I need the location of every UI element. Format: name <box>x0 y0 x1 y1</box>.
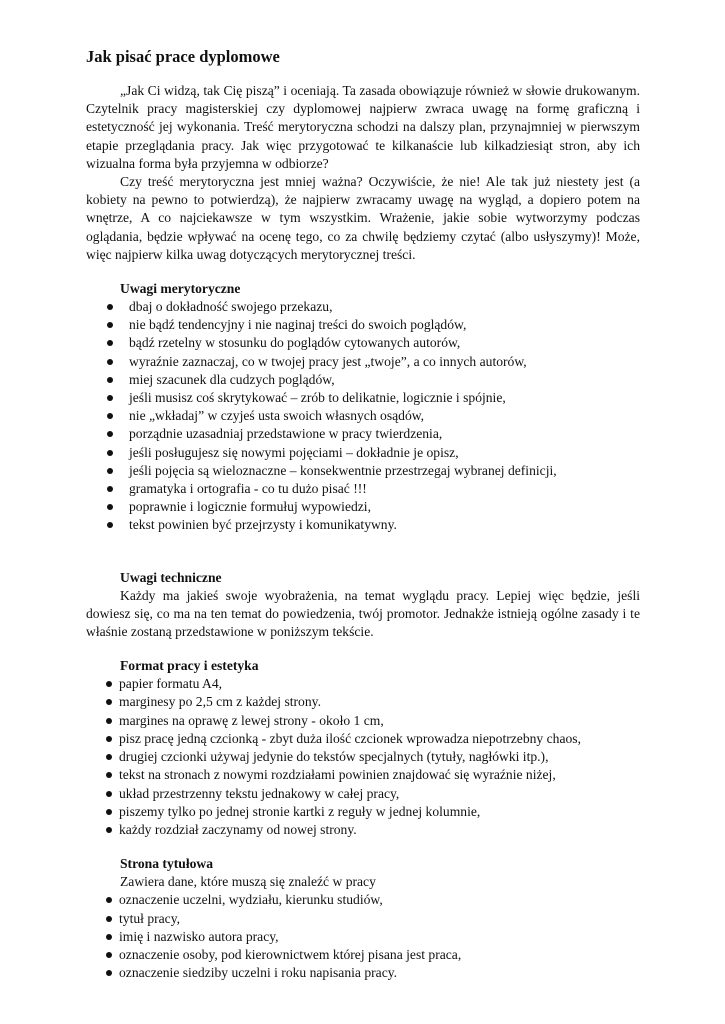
list-item: porządnie uzasadniaj przedstawione w pracy twierdzenia, <box>86 425 640 443</box>
list-item: dbaj o dokładność swojego przekazu, <box>86 298 640 316</box>
list-item: miej szacunek dla cudzych poglądów, <box>86 371 640 389</box>
list-item: oznaczenie uczelni, wydziału, kierunku studiów, <box>86 891 640 909</box>
list-item: poprawnie i logicznie formułuj wypowiedzi, <box>86 498 640 516</box>
list-tytulowa <box>86 891 640 982</box>
section-format <box>86 657 640 839</box>
list-item: jeśli posługujesz się nowymi pojęciami – dokładnie je opisz, <box>86 444 640 462</box>
list-item: gramatyka i ortografia - co tu dużo pisać !!! <box>86 480 640 498</box>
list-item: oznaczenie siedziby uczelni i roku napisania pracy. <box>86 964 640 982</box>
list-item: wyraźnie zaznaczaj, co w twojej pracy jest „twoje”, a co innych autorów, <box>86 353 640 371</box>
list-item: tytuł pracy, <box>86 910 640 928</box>
section-heading-format: Format pracy i estetyka <box>120 658 259 674</box>
section-techniczne <box>86 569 640 642</box>
list-item: oznaczenie osoby, pod kierownictwem której pisana jest praca, <box>86 946 640 964</box>
section-merytoryczne <box>86 280 640 535</box>
list-item: drugiej czcionki używaj jedynie do tekstów specjalnych (tytuły, nagłówki itp.), <box>86 748 640 766</box>
list-item: układ przestrzenny tekstu jednakowy w całej pracy, <box>86 785 640 803</box>
list-merytoryczne <box>86 298 640 535</box>
section-tytulowa <box>86 855 640 982</box>
list-item: każdy rozdział zaczynamy od nowej strony. <box>86 821 640 839</box>
list-item: piszemy tylko po jednej stronie kartki z reguły w jednej kolumnie, <box>86 803 640 821</box>
list-item: tekst na stronach z nowymi rozdziałami powinien znajdować się wyraźnie niżej, <box>86 766 640 784</box>
section-heading-tytulowa: Strona tytułowa <box>120 856 214 872</box>
list-item: jeśli pojęcia są wieloznaczne – konsekwentnie przestrzegaj wybranej definicji, <box>86 462 640 480</box>
list-item: marginesy po 2,5 cm z każdej strony. <box>86 693 640 711</box>
intro-paragraph-2: Czy treść merytoryczna jest mniej ważna? Oczywiście, że nie! Ale tak już niestety jest (a kobiety na pewno to potwierdzą), że najpierw zwracamy uwagę na wygląd, a dopiero potem na wnętrze, A co najciekawsze w tym wszystkim. Wrażenie, jakie sobie wytworzymy podczas oglądania, będzie wpływać na ocenę tego, co za chwilę będziemy czytać (albo usłyszymy)! Może, więc najpierw kilka uwag dotyczących merytorycznej treści. <box>86 174 640 262</box>
document-title: Jak pisać prace dyplomowe <box>86 47 280 66</box>
intro <box>86 82 640 264</box>
list-item: tekst powinien być przejrzysty i komunikatywny. <box>86 516 640 534</box>
section-text-techniczne: Każdy ma jakieś swoje wyobrażenia, na temat wyglądu pracy. Lepiej więc będzie, jeśli dowiesz się, co ma na ten temat do powiedzenia, twój promotor. Jednakże istnieją ogólne zasady i te właśnie zostaną przedstawione w poniższym tekście. <box>86 587 640 640</box>
intro-paragraph-1: „Jak Ci widzą, tak Cię piszą” i oceniają. Ta zasada obowiązuje również w słowie drukowanym. Czytelnik pracy magisterskiej czy dyplomowej najpierw zwraca uwagę na formę graficzną i estetyczność jej wykonania. Treść merytoryczna schodzi na dalszy plan, przynajmniej w pierwszym etapie przeglądania pracy. Jak więc przygotować te kilkanaście lub kilkadziesiąt stron, aby ich wizualna forma była przyjemna w odbiorze? <box>86 83 640 171</box>
list-item: nie „wkładaj” w czyjeś usta swoich własnych osądów, <box>86 407 640 425</box>
list-item: papier formatu A4, <box>86 675 640 693</box>
list-item: margines na oprawę z lewej strony - około 1 cm, <box>86 712 640 730</box>
list-item: nie bądź tendencyjny i nie naginaj treści do swoich poglądów, <box>86 316 640 334</box>
section-text-tytulowa: Zawiera dane, które muszą się znaleźć w pracy <box>120 874 376 890</box>
list-item: pisz pracę jedną czcionką - zbyt duża ilość czcionek wprowadza niepotrzebny chaos, <box>86 730 640 748</box>
document-page <box>86 46 640 982</box>
list-item: imię i nazwisko autora pracy, <box>86 928 640 946</box>
list-item: bądź rzetelny w stosunku do poglądów cytowanych autorów, <box>86 334 640 352</box>
list-item: jeśli musisz coś skrytykować – zrób to delikatnie, logicznie i spójnie, <box>86 389 640 407</box>
section-heading-merytoryczne: Uwagi merytoryczne <box>120 281 241 297</box>
section-heading-techniczne: Uwagi techniczne <box>120 569 222 585</box>
list-format <box>86 675 640 839</box>
